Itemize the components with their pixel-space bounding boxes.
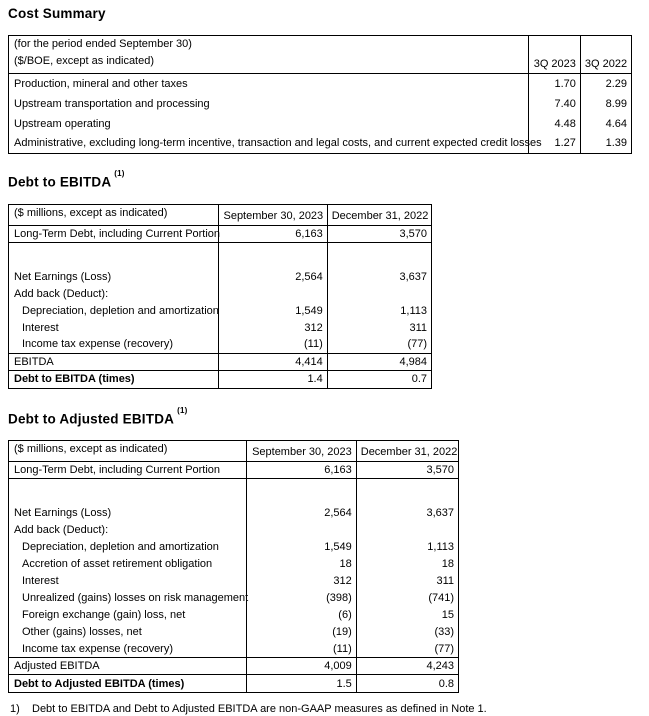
row-label: Net Earnings (Loss): [14, 507, 112, 519]
value-col2: 1,113: [356, 539, 458, 556]
value-col1: [219, 285, 327, 302]
row-label: Interest: [22, 321, 59, 334]
footnote-ref-superscript: (1): [177, 405, 188, 415]
value-col2: [356, 522, 458, 539]
section-title-cost-summary: [8, 6, 641, 22]
row-label: EBITDA: [9, 353, 219, 370]
value-col1: (11): [246, 641, 356, 658]
section-title-debt-to-adjusted-ebitda: [8, 405, 641, 428]
row-label: Long-Term Debt, including Current Portion: [9, 225, 219, 242]
value-col2: 4,984: [327, 353, 431, 370]
value-col2: [327, 242, 431, 268]
value-col2: (33): [356, 624, 458, 641]
header-line: ($/BOE, except as indicated): [14, 55, 155, 67]
table-row: [9, 285, 432, 302]
table-header-row: [9, 441, 459, 462]
value-col1: 6,163: [246, 462, 356, 479]
footnote-text: Debt to EBITDA and Debt to Adjusted EBITDA are non-GAAP measures as defined in Note 1.: [32, 703, 487, 715]
table-row: [9, 675, 459, 693]
debt-to-adjusted-ebitda-table: [8, 440, 641, 693]
value-col2: [356, 479, 458, 505]
row-label: Production, mineral and other taxes: [14, 77, 188, 90]
table-row: [9, 302, 432, 319]
table-row: [9, 94, 632, 114]
row-label: Adjusted EBITDA: [9, 658, 247, 675]
value-col1: 312: [246, 573, 356, 590]
footnote-marker: 1): [10, 703, 20, 715]
row-label: Upstream transportation and processing: [14, 97, 210, 110]
table-row: [9, 134, 632, 154]
value-col1: 1,549: [246, 539, 356, 556]
spacer: [8, 695, 641, 699]
table-header-col2: 3Q 2022: [580, 36, 631, 74]
table-row: [9, 462, 459, 479]
table-header-col1: September 30, 2023: [219, 204, 327, 225]
value-col2: [327, 285, 431, 302]
value-col1: 1.27: [528, 134, 580, 154]
table-row: [9, 573, 459, 590]
value-col2: (741): [356, 590, 458, 607]
value-col1: (11): [219, 336, 327, 353]
value-col2: 8.99: [580, 94, 631, 114]
heading-text: Debt to EBITDA: [8, 174, 112, 190]
value-col1: 312: [219, 319, 327, 336]
value-col1: 2,564: [246, 505, 356, 522]
value-col2: 0.8: [356, 675, 458, 693]
table-row: [9, 539, 459, 556]
value-col2: 1,113: [327, 302, 431, 319]
debt-to-ebitda-table: [8, 204, 641, 389]
table-row: [9, 658, 459, 675]
value-col1: 4.48: [528, 114, 580, 134]
value-col1: (6): [246, 607, 356, 624]
header-line: ($ millions, except as indicated): [14, 443, 168, 455]
table-row: [9, 353, 432, 370]
section-title-debt-to-ebitda: [8, 171, 641, 191]
value-col2: 2.29: [580, 74, 631, 94]
table-row: [9, 114, 632, 134]
financial-table: [8, 440, 459, 693]
value-col1: 18: [246, 556, 356, 573]
table-row: [9, 624, 459, 641]
table-header-col2: December 31, 2022: [356, 441, 458, 462]
table-header: [9, 204, 432, 225]
table-header-col1: September 30, 2023: [246, 441, 356, 462]
row-label: Unrealized (gains) losses on risk management: [22, 592, 249, 604]
value-col2: 4.64: [580, 114, 631, 134]
table-row: [9, 225, 432, 242]
value-col1: 6,163: [219, 225, 327, 242]
table-row: [9, 505, 459, 522]
table-row: [9, 242, 432, 268]
value-col1: (19): [246, 624, 356, 641]
value-col2: 4,243: [356, 658, 458, 675]
value-col1: 1.5: [246, 675, 356, 693]
value-col2: 18: [356, 556, 458, 573]
row-label: Administrative, excluding long-term incentive, transaction and legal costs, and current expected credit losses: [14, 137, 542, 150]
value-col2: 311: [327, 319, 431, 336]
value-col1: [246, 522, 356, 539]
row-label: Income tax expense (recovery): [9, 641, 247, 658]
table-body: [9, 225, 432, 388]
value-col2: 1.39: [580, 134, 631, 154]
cost-summary-table: [8, 35, 641, 154]
value-col1: 1.70: [528, 74, 580, 94]
value-col1: 7.40: [528, 94, 580, 114]
financial-table: [8, 35, 632, 154]
row-label: Depreciation, depletion and amortization: [22, 304, 219, 317]
row-label: [9, 242, 219, 268]
table-header-label: [9, 36, 529, 74]
table-row: [9, 590, 459, 607]
row-label: Accretion of asset retirement obligation: [22, 558, 213, 570]
row-label: [9, 479, 247, 505]
row-label: Net Earnings (Loss): [14, 270, 112, 283]
value-col1: 4,009: [246, 658, 356, 675]
value-col1: 1,549: [219, 302, 327, 319]
table-row: [9, 556, 459, 573]
value-col1: 4,414: [219, 353, 327, 370]
financial-table: [8, 204, 432, 389]
value-col2: (77): [356, 641, 458, 658]
row-label: Foreign exchange (gain) loss, net: [22, 609, 186, 621]
table-header-col1: 3Q 2023: [528, 36, 580, 74]
value-col1: 1.4: [219, 370, 327, 388]
spacer: [8, 391, 641, 408]
table-header: [9, 441, 459, 462]
value-col2: 0.7: [327, 370, 431, 388]
row-label: Debt to EBITDA (times): [14, 373, 135, 385]
table-header-row: [9, 36, 632, 74]
table-row: [9, 522, 459, 539]
table-header-label: [9, 204, 219, 225]
row-label: Upstream operating: [14, 117, 111, 130]
value-col2: 15: [356, 607, 458, 624]
table-row: [9, 319, 432, 336]
table-body: [9, 462, 459, 693]
value-col1: [246, 479, 356, 505]
table-header-label: [9, 441, 247, 462]
header-line: (for the period ended September 30): [14, 38, 192, 50]
row-label: Other (gains) losses, net: [22, 626, 142, 638]
spacer: [8, 156, 641, 171]
value-col1: 2,564: [219, 268, 327, 285]
heading-text: Cost Summary: [8, 6, 106, 21]
footnote: [10, 702, 641, 716]
value-col2: 311: [356, 573, 458, 590]
table-header: [9, 36, 632, 74]
table-header-col2: December 31, 2022: [327, 204, 431, 225]
value-col2: 3,637: [356, 505, 458, 522]
table-row: [9, 641, 459, 658]
table-header-row: [9, 204, 432, 225]
row-label: Interest: [22, 575, 59, 587]
header-line: ($ millions, except as indicated): [14, 206, 168, 219]
table-row: [9, 336, 432, 353]
row-label: Add back (Deduct):: [14, 524, 109, 536]
value-col2: 3,637: [327, 268, 431, 285]
footnote-ref-superscript: (1): [114, 169, 125, 178]
table-row: [9, 370, 432, 388]
value-col2: 3,570: [327, 225, 431, 242]
value-col2: (77): [327, 336, 431, 353]
heading-text: Debt to Adjusted EBITDA: [8, 411, 175, 426]
row-label: Add back (Deduct):: [14, 287, 109, 300]
table-row: [9, 74, 632, 94]
value-col1: (398): [246, 590, 356, 607]
table-row: [9, 268, 432, 285]
table-row: [9, 479, 459, 505]
row-label: Debt to Adjusted EBITDA (times): [14, 677, 185, 690]
value-col1: [219, 242, 327, 268]
value-col2: 3,570: [356, 462, 458, 479]
table-body: [9, 74, 632, 154]
table-row: [9, 607, 459, 624]
row-label: Depreciation, depletion and amortization: [22, 541, 219, 553]
row-label: Long-Term Debt, including Current Portion: [9, 462, 247, 479]
row-label: Income tax expense (recovery): [9, 336, 219, 353]
